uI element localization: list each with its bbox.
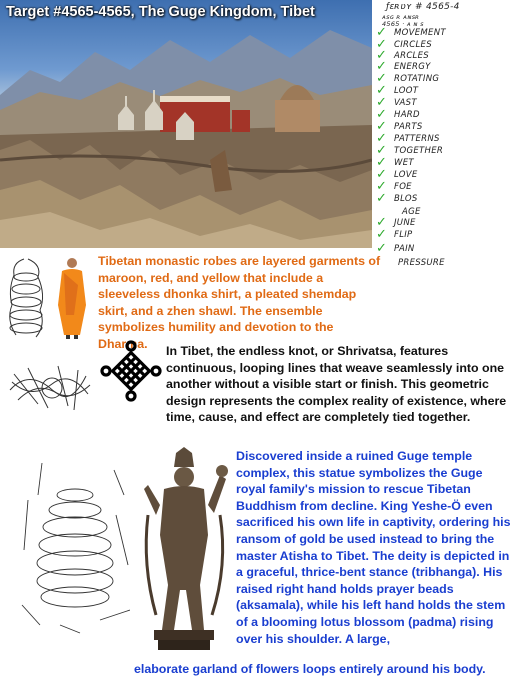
note-item: LOOT <box>394 86 419 96</box>
note-item: FLIP <box>394 230 413 240</box>
note-item: PARTS <box>394 122 423 132</box>
notes-heading: ƒɛʀʋʏ # 4565-4 <box>386 2 460 12</box>
note-item: JUNE <box>394 218 416 228</box>
note-item: VAST <box>394 98 417 108</box>
deity-statue-photo <box>134 445 234 655</box>
check-icon: ✓ <box>376 154 387 169</box>
check-icon: ✓ <box>376 178 387 193</box>
check-icon: ✓ <box>376 47 387 62</box>
note-item: PAIN <box>394 244 415 254</box>
check-icon: ✓ <box>376 94 387 109</box>
check-icon: ✓ <box>376 118 387 133</box>
notes-subline: ᴀsɢ ʀ ᴀɴsʀ <box>382 13 420 21</box>
check-icon: ✓ <box>376 240 387 255</box>
check-icon: ✓ <box>376 214 387 229</box>
check-icon: ✓ <box>376 142 387 157</box>
check-icon: ✓ <box>376 24 387 39</box>
handwritten-notes <box>372 0 514 275</box>
note-item: ROTATING <box>394 74 440 84</box>
knot-sketch <box>8 360 92 415</box>
note-item: PRESSURE <box>398 258 445 268</box>
note-item: FOE <box>394 182 412 192</box>
note-item: AGE <box>402 207 421 217</box>
knot-description: In Tibet, the endless knot, or Shrivatsa, features continuous, looping lines that weave seamlessly into one another without a visible start or finish. This geometric design represents the complex reality of existence, where time, cause, and effect are completely tied together. <box>166 344 507 425</box>
note-item: TOGETHER <box>394 146 444 156</box>
check-icon: ✓ <box>376 190 387 205</box>
note-item: ARCLES <box>394 51 429 61</box>
note-item: BLOS <box>394 194 418 204</box>
note-item: LOVE <box>394 170 418 180</box>
note-item: PATTERNS <box>394 134 440 144</box>
guge-landscape-photo <box>0 0 372 248</box>
notes-subline: 4565 · ᴀ ɴ s <box>382 20 424 28</box>
statue-description: Discovered inside a ruined Guge temple complex, this statue symbolizes the Guge royal family's mission to rescue Tibetan Buddhism from decline. King Yeshe-Ö even sacrificed his own life in captivity, ordering his ransom of gold be used instead to bring the master Atisha to Tibet. The deity is depicted in a graceful, thrice-bent stance (tribhanga). His raised right hand holds prayer beads (aksamala), while his left hand holds the stem of a blooming lotus blossom (padma) rising over his shoulder. A large, <box>236 449 511 646</box>
check-icon: ✓ <box>376 226 387 241</box>
note-item: HARD <box>394 110 420 120</box>
note-item: WET <box>394 158 414 168</box>
check-icon: ✓ <box>376 166 387 181</box>
check-icon: ✓ <box>376 70 387 85</box>
check-icon: ✓ <box>376 130 387 145</box>
garland-spiral-sketch <box>20 455 130 640</box>
note-item: ENERGY <box>394 62 431 72</box>
monk-figure <box>50 255 92 340</box>
note-item: CIRCLES <box>394 40 432 50</box>
robes-description: Tibetan monastic robes are layered garments of maroon, red, and yellow that include a sleeveless dhonka shirt, a pleated shemdap skirt, and a zhen shawl. The ensemble symbolizes humility and devotion to the Dharma. <box>98 254 381 351</box>
note-item: MOVEMENT <box>394 28 446 38</box>
check-icon: ✓ <box>376 106 387 121</box>
endless-knot-icon <box>100 340 162 402</box>
page-title: Target #4565-4565, The Guge Kingdom, Tibet <box>6 4 315 20</box>
check-icon: ✓ <box>376 58 387 73</box>
check-icon: ✓ <box>376 36 387 51</box>
statue-description-last-line: elaborate garland of flowers loops entirely around his body. <box>134 662 486 676</box>
check-icon: ✓ <box>376 82 387 97</box>
robe-sketch <box>2 255 52 340</box>
